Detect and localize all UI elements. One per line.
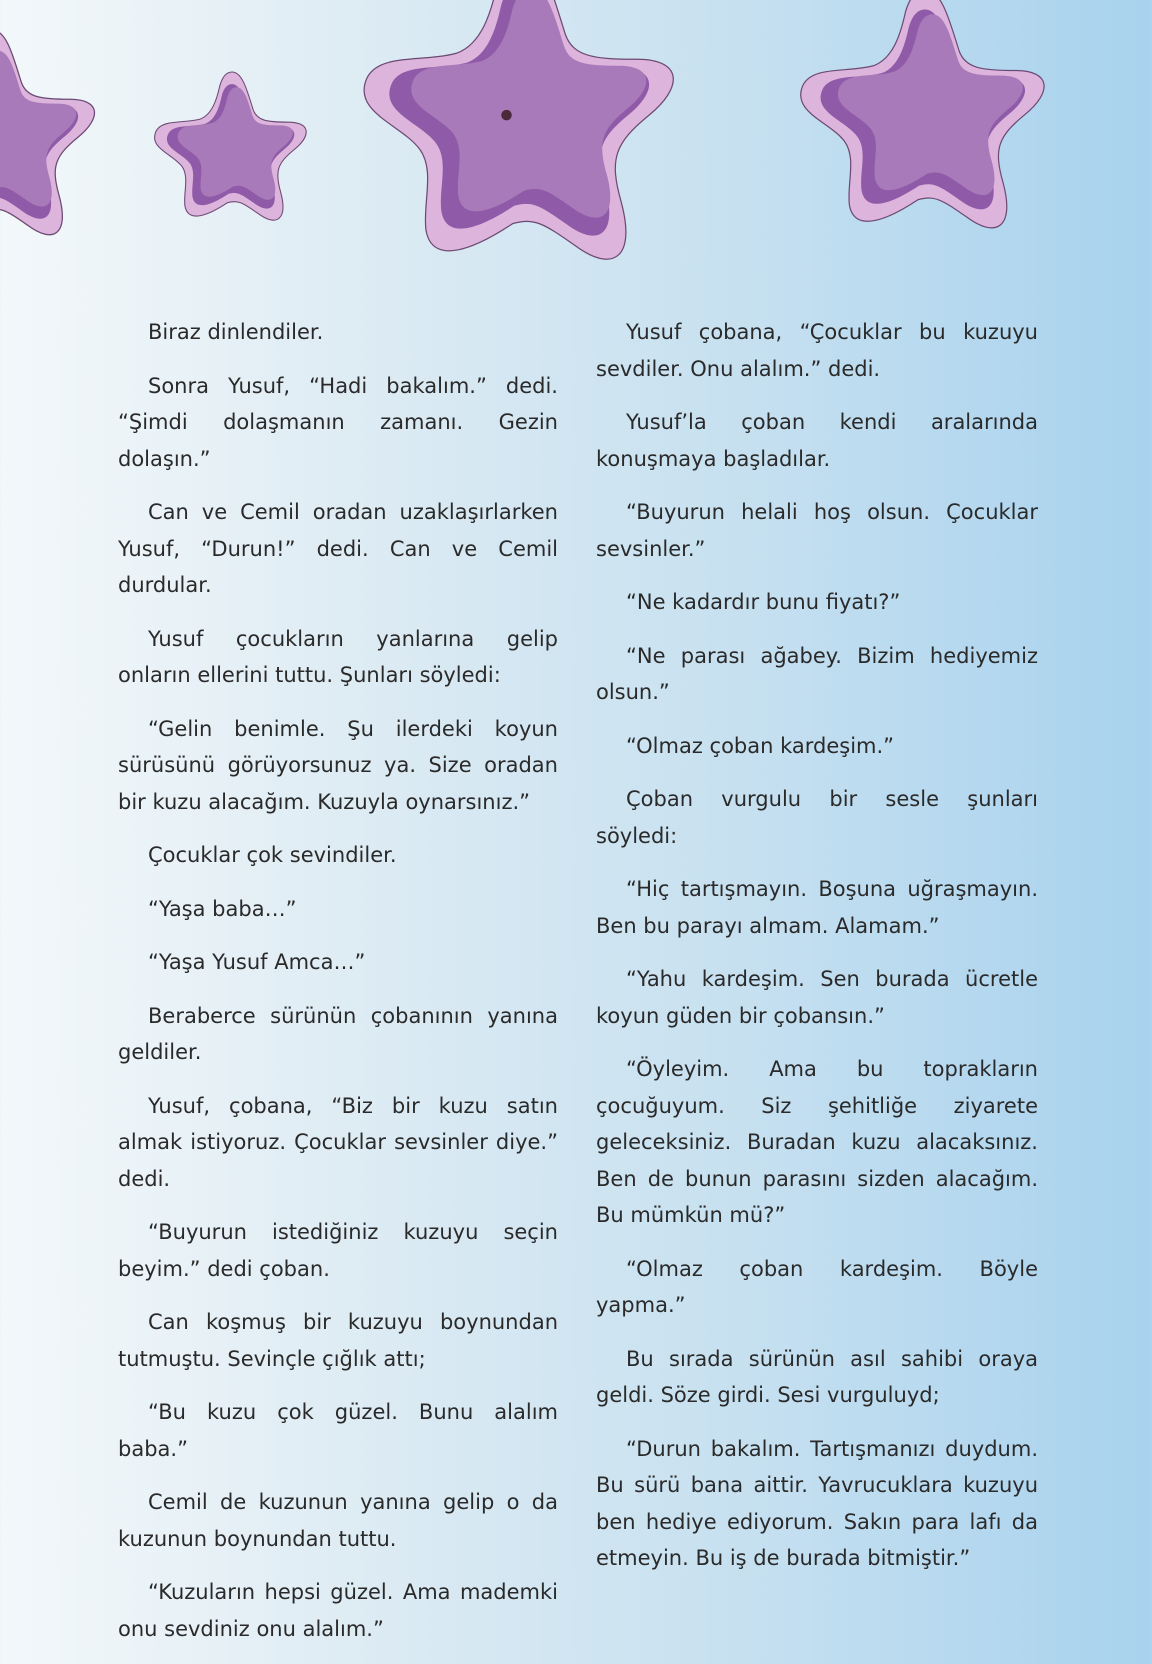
paragraph: Can koşmuş bir kuzuyu boynundan tutmuştu. Sevinçle çığlık attı; <box>118 1310 558 1371</box>
starfish-decoration <box>0 0 1152 280</box>
paragraph: Yusuf çocukların yanlarına gelip onların ellerini tuttu. Şunları söyledi: <box>118 626 558 687</box>
paragraph: Biraz dinlendiler. <box>148 320 324 344</box>
paragraph: Bu sırada sürünün asıl sahibi oraya geldi. Söze girdi. Sesi vurguluyd; <box>596 1346 1038 1407</box>
paragraph: Çoban vurgulu bir sesle şunları söyledi: <box>596 787 1038 848</box>
starfish-large <box>364 0 673 259</box>
paragraph: Yusuf, çobana, “Biz bir kuzu satın almak istiyoruz. Çocuklar sevsinler diye.” dedi. <box>118 1093 558 1191</box>
paragraph: “Hiç tartışmayın. Boşuna uğraşmayın. Ben bu parayı almam. Alamam.” <box>596 877 1038 938</box>
starfish-small <box>155 72 307 220</box>
paragraph: “Yaşa Yusuf Amca…” <box>148 950 366 974</box>
paragraph: Yusuf’la çoban kendi aralarında konuşmaya başladılar. <box>596 410 1038 471</box>
paragraph: “Bu kuzu çok güzel. Bunu alalım baba.” <box>118 1400 558 1461</box>
paragraph: Çocuklar çok sevindiler. <box>148 843 397 867</box>
starfish-right <box>801 0 1044 228</box>
paragraph: “Yahu kardeşim. Sen burada ücretle koyun güden bir çobansın.” <box>596 967 1038 1028</box>
paragraph: “Ne parası ağabey. Bizim hediyemiz olsun.” <box>596 643 1038 704</box>
paragraph: “Buyurun istediğiniz kuzuyu seçin beyim.” dedi çoban. <box>118 1220 558 1281</box>
paragraph: Beraberce sürünün çobanının yanına geldiler. <box>118 1003 558 1064</box>
paragraph: “Yaşa baba…” <box>148 896 297 921</box>
paragraph: “Öyleyim. Ama bu toprakların çocuğuyum. Siz şehitliğe ziyarete geleceksiniz. Buradan kuzu alacaksınız. Ben de bunun parasını sizden alacağım. Bu mümkün mü?” <box>596 1057 1038 1227</box>
paragraph: Yusuf çobana, “Çocuklar bu kuzuyu sevdiler. Onu alalım.” dedi. <box>596 320 1038 381</box>
text-column-right <box>596 314 1038 1594</box>
starfish-left-edge <box>0 30 94 235</box>
paragraph: “Olmaz çoban kardeşim. Böyle yapma.” <box>596 1256 1038 1317</box>
paragraph: “Kuzuların hepsi güzel. Ama mademki onu sevdiniz onu alalım.” <box>118 1580 558 1641</box>
paragraph: “Ne kadardır bunu fiyatı?” <box>626 590 901 614</box>
paragraph: Sonra Yusuf, “Hadi bakalım.” dedi. “Şimdi dolaşmanın zamanı. Gezin dolaşın.” <box>118 373 558 471</box>
paragraph: Can ve Cemil oradan uzaklaşırlarken Yusuf, “Durun!” dedi. Can ve Cemil durdular. <box>118 500 558 597</box>
text-column-left <box>118 314 558 1664</box>
paragraph: “Gelin benimle. Şu ilerdeki koyun sürüsünü görüyorsunuz ya. Size oradan bir kuzu alacağım. Kuzuyla oynarsınız.” <box>118 716 558 814</box>
paragraph: “Durun bakalım. Tartışmanızı duydum. Bu sürü bana aittir. Yavrucuklara kuzuyu ben hediye ediyorum. Sakın para lafı da etmeyin. Bu iş de burada bitmiştir.” <box>596 1436 1038 1570</box>
paragraph: “Olmaz çoban kardeşim.” <box>626 733 895 758</box>
paragraph: “Buyurun helali hoş olsun. Çocuklar sevsinler.” <box>596 500 1038 561</box>
paragraph: Cemil de kuzunun yanına gelip o da kuzunun boynundan tuttu. <box>118 1490 558 1551</box>
